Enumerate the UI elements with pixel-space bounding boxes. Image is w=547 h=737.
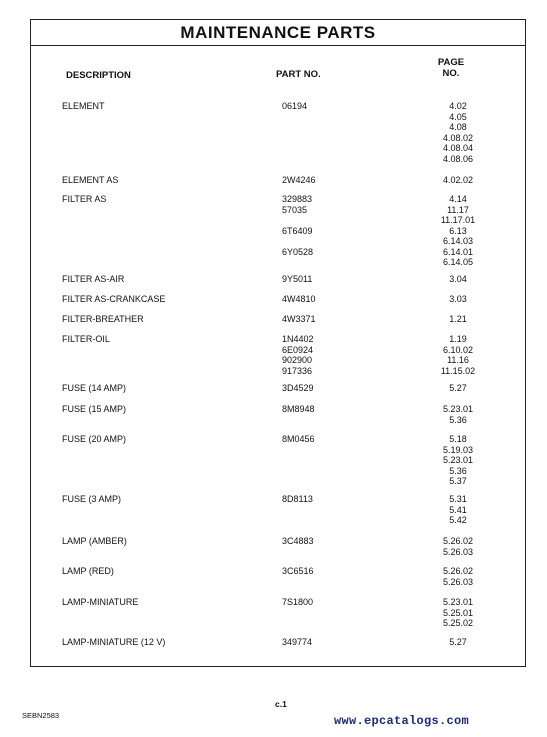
row-page-numbers bbox=[428, 334, 488, 376]
page-ref: 1.19 bbox=[449, 334, 467, 344]
part-number: 9Y5011 bbox=[282, 274, 313, 284]
part-number: 8D8113 bbox=[282, 494, 313, 504]
part-number: 3C4883 bbox=[282, 536, 314, 546]
row-part-numbers bbox=[282, 175, 316, 186]
row-page-numbers bbox=[428, 101, 488, 164]
part-number: 6Y0528 bbox=[282, 246, 314, 257]
document-code: SEBN2583 bbox=[22, 711, 60, 720]
part-number: 06194 bbox=[282, 101, 308, 111]
page-ref: 6.14.05 bbox=[442, 257, 474, 267]
part-number bbox=[282, 215, 313, 226]
row-part-numbers bbox=[282, 334, 314, 376]
row-part-numbers bbox=[282, 294, 316, 305]
part-number: 2W4246 bbox=[282, 175, 316, 185]
row-description: LAMP-MINIATURE (12 V) bbox=[62, 637, 166, 647]
row-page-numbers bbox=[428, 314, 488, 325]
page-ref: 5.41 bbox=[449, 504, 467, 515]
row-page-numbers bbox=[428, 274, 488, 285]
page-ref: 4.05 bbox=[449, 111, 467, 122]
row-page-numbers bbox=[428, 637, 488, 648]
row-part-numbers bbox=[282, 274, 312, 285]
row-page-numbers bbox=[428, 404, 488, 425]
page-ref: 4.08.02 bbox=[442, 132, 474, 143]
row-description: FUSE (20 AMP) bbox=[62, 434, 127, 444]
page-ref: 5.37 bbox=[449, 476, 467, 486]
page-ref: 5.27 bbox=[449, 383, 467, 393]
row-description: FILTER AS-AIR bbox=[62, 274, 125, 284]
page-ref: 5.26.02 bbox=[442, 566, 474, 576]
part-number: 6E0924 bbox=[282, 344, 314, 355]
part-number: 1N4402 bbox=[282, 334, 314, 344]
page-ref: 5.26.03 bbox=[442, 576, 474, 587]
row-part-numbers bbox=[282, 101, 307, 112]
page-ref: 3.04 bbox=[449, 274, 467, 284]
header-part-no: PART NO. bbox=[276, 69, 321, 80]
page-ref: 5.23.01 bbox=[442, 455, 474, 465]
page-ref: 4.08 bbox=[449, 122, 467, 132]
row-description: FILTER AS bbox=[62, 194, 107, 204]
part-number: 4W4810 bbox=[282, 294, 316, 304]
row-page-numbers bbox=[428, 294, 488, 305]
part-number: 57035 bbox=[282, 204, 308, 215]
row-page-numbers bbox=[428, 536, 488, 557]
page-ref: 5.26.02 bbox=[442, 536, 474, 546]
part-number: 8M8948 bbox=[282, 404, 315, 414]
row-part-numbers bbox=[282, 314, 316, 325]
page-ref: 5.23.01 bbox=[442, 404, 474, 414]
page-ref: 5.31 bbox=[449, 494, 467, 504]
page-ref: 4.02 bbox=[449, 101, 467, 111]
page-ref: 5.25.01 bbox=[442, 607, 474, 618]
page-ref: 4.14 bbox=[449, 194, 467, 204]
part-number: 8M0456 bbox=[282, 434, 315, 444]
row-part-numbers bbox=[282, 494, 313, 505]
page-number: c.1 bbox=[275, 699, 287, 709]
page-ref: 1.21 bbox=[449, 314, 467, 324]
page-title: MAINTENANCE PARTS bbox=[31, 20, 525, 46]
part-number: 917336 bbox=[282, 365, 313, 376]
row-description: LAMP (AMBER) bbox=[62, 536, 127, 546]
row-part-numbers bbox=[282, 404, 315, 415]
page-ref: 4.08.04 bbox=[442, 143, 474, 153]
row-page-numbers bbox=[428, 383, 488, 394]
page-ref: 4.08.06 bbox=[442, 153, 474, 164]
row-part-numbers bbox=[282, 597, 313, 608]
header-page-no: PAGE NO. bbox=[437, 57, 465, 79]
row-page-numbers bbox=[428, 566, 488, 587]
part-number: 329883 bbox=[282, 194, 313, 204]
part-number: 4W3371 bbox=[282, 314, 316, 324]
row-description: FUSE (15 AMP) bbox=[62, 404, 127, 414]
page-ref: 5.19.03 bbox=[442, 444, 474, 455]
row-description: FUSE (3 AMP) bbox=[62, 494, 122, 504]
header-description: DESCRIPTION bbox=[66, 70, 131, 81]
part-number bbox=[282, 236, 313, 247]
row-part-numbers bbox=[282, 383, 314, 394]
page-ref: 11.17 bbox=[447, 204, 469, 215]
watermark-url: www.epcatalogs.com bbox=[334, 714, 470, 728]
row-page-numbers bbox=[428, 597, 488, 629]
page-ref: 6.14.01 bbox=[442, 246, 474, 257]
page-ref: 11.16 bbox=[447, 355, 469, 365]
page-ref: 5.36 bbox=[449, 414, 467, 425]
row-page-numbers bbox=[428, 494, 488, 526]
row-part-numbers bbox=[282, 566, 314, 577]
page-ref: 11.17.01 bbox=[440, 215, 476, 225]
page-ref: 5.42 bbox=[449, 515, 467, 525]
page-ref: 5.23.01 bbox=[442, 597, 474, 607]
part-number: 349774 bbox=[282, 637, 313, 647]
row-part-numbers bbox=[282, 434, 315, 445]
row-description: ELEMENT AS bbox=[62, 175, 119, 185]
page-ref: 6.14.03 bbox=[442, 236, 474, 246]
page-ref: 5.25.02 bbox=[442, 618, 474, 628]
row-page-numbers bbox=[428, 434, 488, 487]
part-number: 902900 bbox=[282, 355, 313, 365]
page-ref: 6.10.02 bbox=[442, 344, 474, 355]
page-ref: 3.03 bbox=[449, 294, 467, 304]
row-part-numbers bbox=[282, 194, 313, 257]
page-ref: 4.02.02 bbox=[442, 175, 474, 185]
row-description: FILTER AS-CRANKCASE bbox=[62, 294, 166, 304]
row-page-numbers bbox=[428, 175, 488, 186]
part-number: 6T6409 bbox=[282, 225, 313, 236]
part-number: 3C6516 bbox=[282, 566, 314, 576]
page-ref: 5.18 bbox=[449, 434, 467, 444]
row-description: LAMP (RED) bbox=[62, 566, 114, 576]
page-ref: 5.36 bbox=[449, 465, 467, 476]
row-description: FILTER-BREATHER bbox=[62, 314, 144, 324]
row-description: FUSE (14 AMP) bbox=[62, 383, 127, 393]
row-description: ELEMENT bbox=[62, 101, 105, 111]
row-part-numbers bbox=[282, 536, 314, 547]
page-ref: 11.15.02 bbox=[440, 365, 476, 376]
row-part-numbers bbox=[282, 637, 312, 648]
page-ref: 5.27 bbox=[449, 637, 467, 647]
page-ref: 6.13 bbox=[449, 225, 467, 236]
page-ref: 5.26.03 bbox=[442, 546, 474, 557]
row-description: LAMP-MINIATURE bbox=[62, 597, 139, 607]
row-description: FILTER-OIL bbox=[62, 334, 110, 344]
part-number: 7S1800 bbox=[282, 597, 314, 607]
part-number: 3D4529 bbox=[282, 383, 314, 393]
row-page-numbers bbox=[428, 194, 488, 268]
